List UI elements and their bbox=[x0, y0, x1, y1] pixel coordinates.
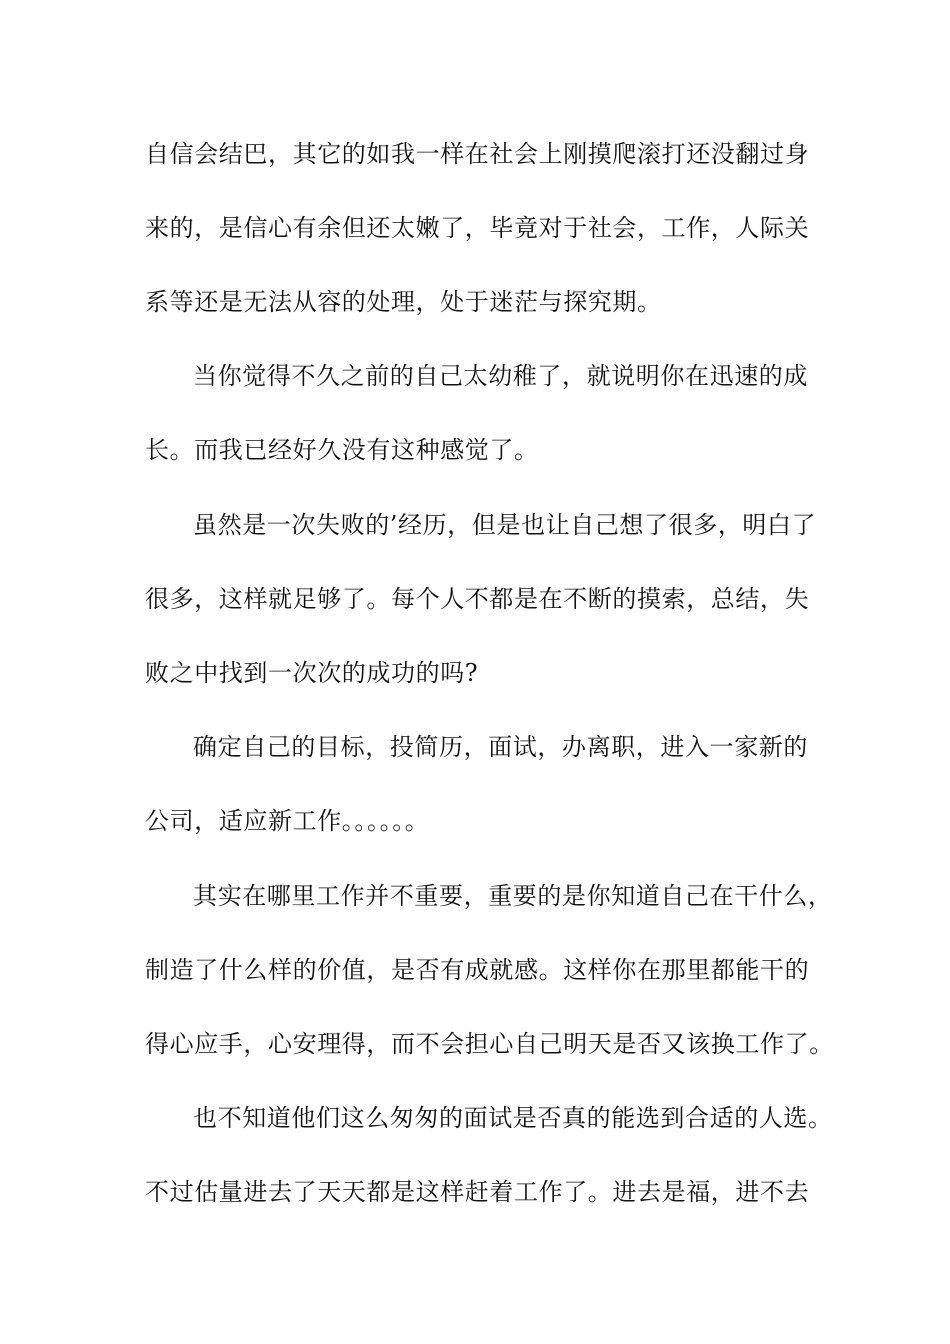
paragraph-first-line: 也不知道他们这么匆匆的面试是否真的能选到合适的人选。 bbox=[193, 1104, 833, 1132]
paragraph-first-line: 虽然是一次失败的’经历，但是也让自己想了很多，明白了 bbox=[193, 511, 817, 539]
text-line: 不过估量进去了天天都是这样赶着工作了。进去是福，进不去 bbox=[145, 1178, 810, 1206]
text-line: 公司，适应新工作。。。。。。 bbox=[145, 807, 430, 835]
paragraph-first-line: 当你觉得不久之前的自己太幼稚了，就说明你在迅速的成 bbox=[193, 362, 808, 390]
text-line: 来的，是信心有余但还太嫩了，毕竟对于社会，工作，人际关 bbox=[145, 214, 810, 242]
text-line: 长。而我已经好久没有这种感觉了。 bbox=[145, 436, 539, 464]
text-line: 制造了什么样的价值，是否有成就感。这样你在那里都能干的 bbox=[145, 956, 810, 984]
text-line: 自信会结巴，其它的如我一样在社会上刚摸爬滚打还没翻过身 bbox=[145, 140, 810, 168]
paragraph-first-line: 确定自己的目标，投简历，面试，办离职，进入一家新的 bbox=[193, 733, 808, 761]
text-line: 很多，这样就足够了。每个人不都是在不断的摸索，总结，失 bbox=[145, 585, 810, 613]
text-line: 得心应手，心安理得，而不会担心自己明天是否又该换工作了。 bbox=[145, 1030, 834, 1058]
text-line: 系等还是无法从容的处理，处于迷茫与探究期。 bbox=[145, 288, 662, 316]
paragraph-first-line: 其实在哪里工作并不重要，重要的是你知道自己在干什么， bbox=[193, 882, 833, 910]
text-line: 败之中找到一次次的成功的吗? bbox=[145, 659, 479, 687]
